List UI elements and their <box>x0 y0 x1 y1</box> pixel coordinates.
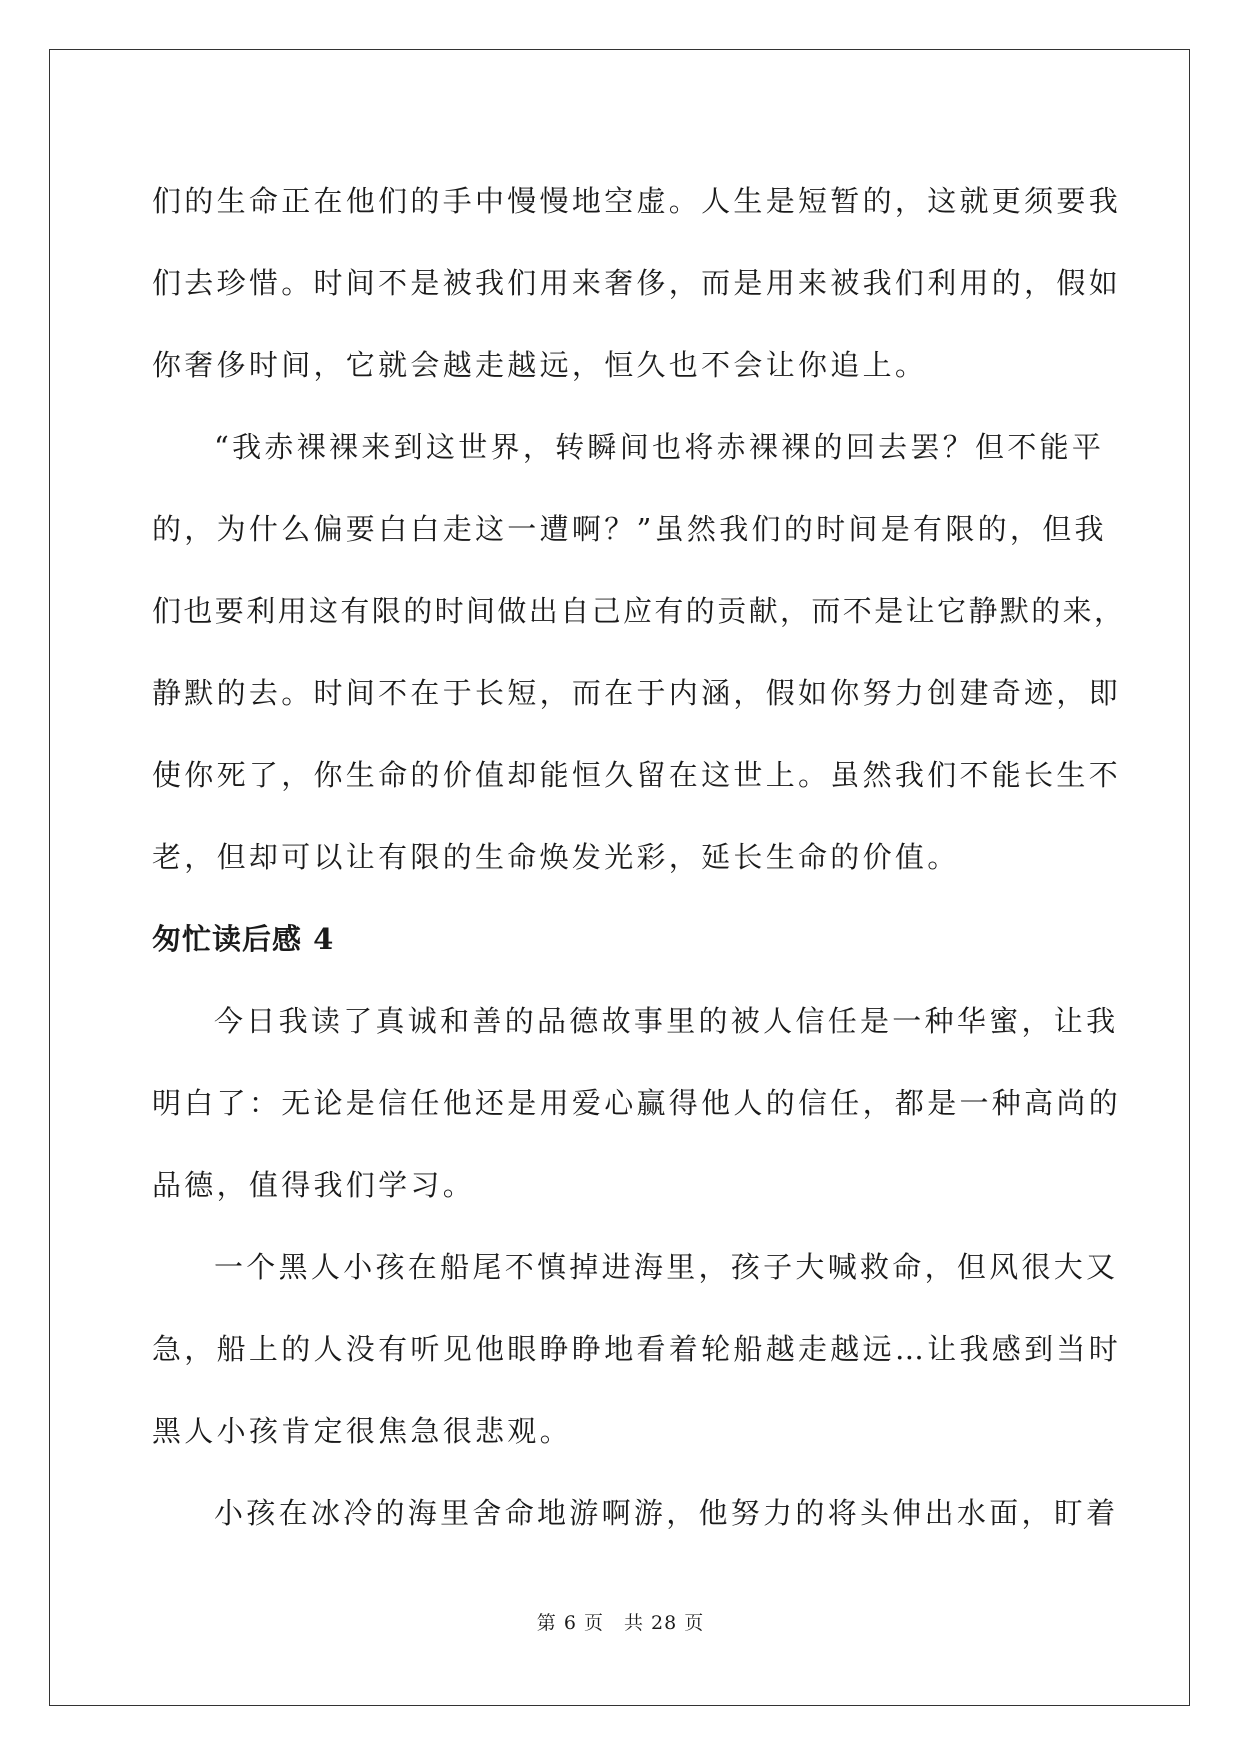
text-line: 黑人小孩肯定很焦急很悲观。 <box>152 1414 572 1448</box>
text-line: 的，为什么偏要白白走这一遭啊？”虽然我们的时间是有限的，但我 <box>152 512 1107 546</box>
text-line: 静默的去。时间不在于长短，而在于内涵，假如你努力创建奇迹，即 <box>152 676 1122 710</box>
text-line: “我赤裸裸来到这世界，转瞬间也将赤裸裸的回去罢？但不能平 <box>214 430 1105 464</box>
text-line: 一个黑人小孩在船尾不慎掉进海里，孩子大喊救命，但风很大又 <box>214 1250 1119 1284</box>
text-line: 们去珍惜。时间不是被我们用来奢侈，而是用来被我们利用的，假如 <box>152 266 1122 300</box>
text-line: 品德，值得我们学习。 <box>152 1168 476 1202</box>
text-line: 明白了：无论是信任他还是用爱心赢得他人的信任，都是一种高尚的 <box>152 1086 1122 1120</box>
text-line: 使你死了，你生命的价值却能恒久留在这世上。虽然我们不能长生不 <box>152 758 1122 792</box>
text-line: 们也要利用这有限的时间做出自己应有的贡献，而不是让它静默的来， <box>152 594 1126 628</box>
text-line: 老，但却可以让有限的生命焕发光彩，延长生命的价值。 <box>152 840 960 874</box>
paragraph-4 <box>152 1226 1122 1472</box>
text-line: 急，船上的人没有听见他眼睁睁地看着轮船越走越远…让我感到当时 <box>152 1332 1122 1366</box>
text-line: 们的生命正在他们的手中慢慢地空虚。人生是短暂的，这就更须要我 <box>152 184 1122 218</box>
document-body <box>152 160 1126 1554</box>
paragraph-3 <box>152 980 1122 1226</box>
text-line: 你奢侈时间，它就会越走越远，恒久也不会让你追上。 <box>152 348 928 382</box>
text-line: 今日我读了真诚和善的品德故事里的被人信任是一种华蜜，让我 <box>214 1004 1119 1038</box>
page-number-footer: 第 6 页 共 28 页 <box>536 1612 705 1634</box>
section-heading: 匆忙读后感 4 <box>152 922 335 956</box>
paragraph-2 <box>152 406 1126 898</box>
text-line: 小孩在冰冷的海里舍命地游啊游，他努力的将头伸出水面，盯着 <box>214 1496 1119 1530</box>
paragraph-5 <box>152 1472 1119 1554</box>
paragraph-1 <box>152 160 1122 406</box>
